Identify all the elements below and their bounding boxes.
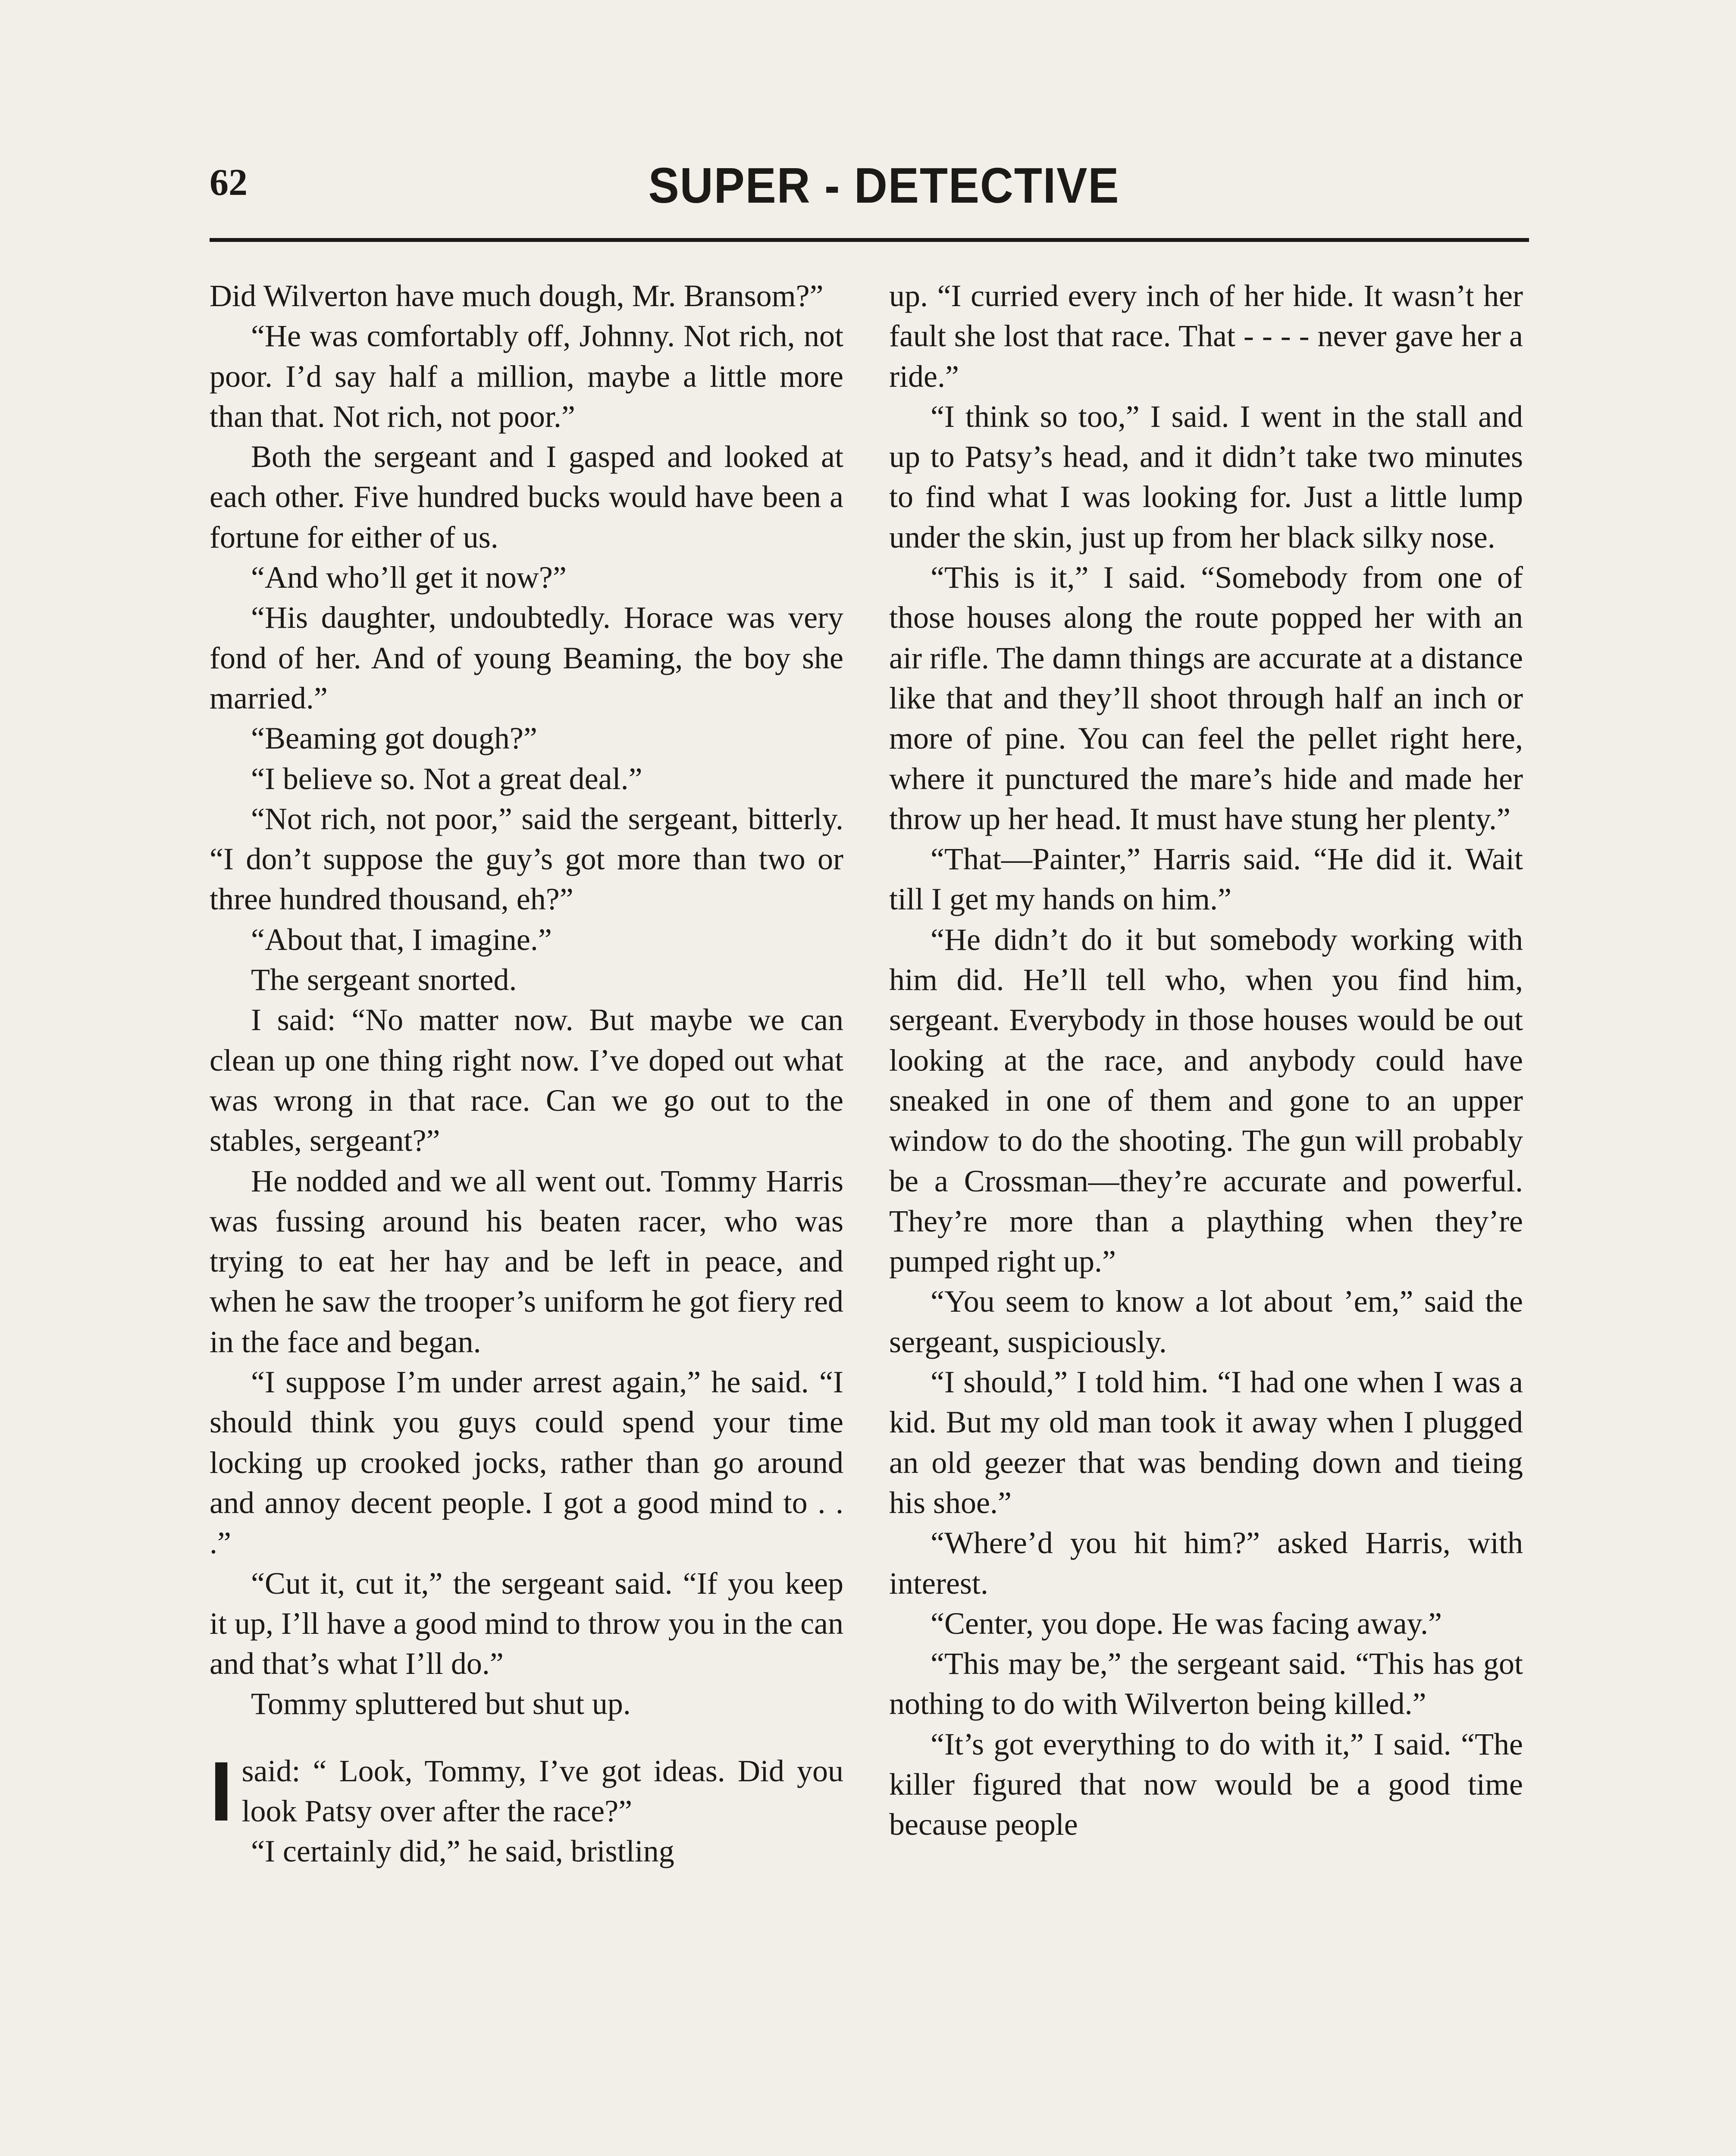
paragraph: Both the sergeant and I gasped and looked at each other. Five hundred bucks would have been a fortune for either of us. — [210, 439, 843, 555]
paragraph: Did Wilverton have much dough, Mr. Bransom?” — [210, 279, 824, 313]
header-rule — [210, 238, 1529, 242]
paragraph: “I certainly did,” he said, bristling — [251, 1834, 674, 1869]
paragraph: “It’s got everything to do with it,” I said. “The killer figured that now would be a good time because people — [889, 1727, 1523, 1842]
paragraph: I said: “No matter now. But maybe we can clean up one thing right now. I’ve doped out what was wrong in that race. Can we go out to the stables, sergeant?” — [210, 1003, 843, 1158]
paragraph: “That—Painter,” Harris said. “He did it. Wait till I get my hands on him.” — [889, 842, 1523, 917]
paragraph: “About that, I imagine.” — [251, 922, 552, 957]
paragraph: up. “I curried every inch of her hide. It wasn’t her fault she lost that race. That - - - - never gave her a ride.” — [889, 279, 1523, 394]
paragraph: The sergeant snorted. — [251, 962, 517, 997]
paragraph: He nodded and we all went out. Tommy Harris was fussing around his beaten racer, who was trying to eat her hay and be left in peace, and when he saw the trooper’s uniform he got fiery red in the face and began. — [210, 1163, 843, 1359]
paragraph: “Beaming got dough?” — [251, 721, 537, 756]
paragraph: “Not rich, not poor,” said the sergeant, bitterly. “I don’t suppose the guy’s got more than two or three hundred thousand, eh?” — [210, 801, 843, 917]
left-column — [210, 276, 843, 1872]
paragraph: “He didn’t do it but somebody working with him did. He’ll tell who, when you find him, sergeant. Everybody in those houses would be out looking at the race, and anybody could have sneaked in one of them and gone to an upper window to do the shooting. The gun will probably be a Crossman—they’re accurate and powerful. They’re more than a plaything when they’re pumped right up.” — [889, 922, 1523, 1279]
paragraph: “I should,” I told him. “I had one when I was a kid. But my old man took it away when I plugged an old geezer that was bending down and tieing his shoe.” — [889, 1365, 1523, 1520]
paragraph: “His daughter, undoubtedly. Horace was very fond of her. And of young Beaming, the boy she married.” — [210, 600, 843, 715]
paragraph: “Center, you dope. He was facing away.” — [931, 1606, 1442, 1641]
paragraph: “And who’ll get it now?” — [251, 560, 567, 595]
paragraph: “This may be,” the sergeant said. “This has got nothing to do with Wilverton being killed.” — [889, 1646, 1523, 1721]
paragraph: Tommy spluttered but shut up. — [251, 1686, 631, 1721]
running-head: SUPER - DETECTIVE — [648, 157, 1120, 213]
paragraph: “Where’d you hit him?” asked Harris, with interest. — [889, 1526, 1523, 1601]
paragraph: “He was comfortably off, Johnny. Not rich, not poor. I’d say half a million, maybe a little more than that. Not rich, not poor.” — [210, 319, 843, 434]
right-column — [889, 276, 1523, 1845]
paragraph: “Cut it, cut it,” the sergeant said. “If you keep it up, I’ll have a good mind to throw you in the can and that’s what I’ll do.” — [210, 1566, 843, 1681]
paragraph: “I suppose I’m under arrest again,” he said. “I should think you guys could spend your time locking up crooked jocks, rather than go around and annoy decent people. I got a good mind to . . .” — [210, 1365, 843, 1561]
dropcap-paragraph — [210, 1744, 843, 1839]
paragraph: “I believe so. Not a great deal.” — [251, 761, 642, 796]
dropcap-text: said: “ Look, Tommy, I’ve got ideas. Did you look Patsy over after the race?” — [241, 1753, 843, 1828]
dropcap-letter: I — [210, 1744, 233, 1839]
paragraph: “This is it,” I said. “Somebody from one of those houses along the route popped her with an air rifle. The damn things are accurate at a distance like that and they’ll shoot through half an inch or more of pine. You can feel the pellet right here, where it punctured the mare’s hide and made her throw up her head. It must have stung her plenty.” — [889, 560, 1523, 836]
paragraph: “You seem to know a lot about ’em,” said the sergeant, suspiciously. — [889, 1284, 1523, 1359]
paragraph: “I think so too,” I said. I went in the stall and up to Patsy’s head, and it didn’t take two minutes to find what I was looking for. Just a little lump under the skin, just up from her black silky nose. — [889, 399, 1523, 555]
page-number: 62 — [210, 162, 248, 204]
